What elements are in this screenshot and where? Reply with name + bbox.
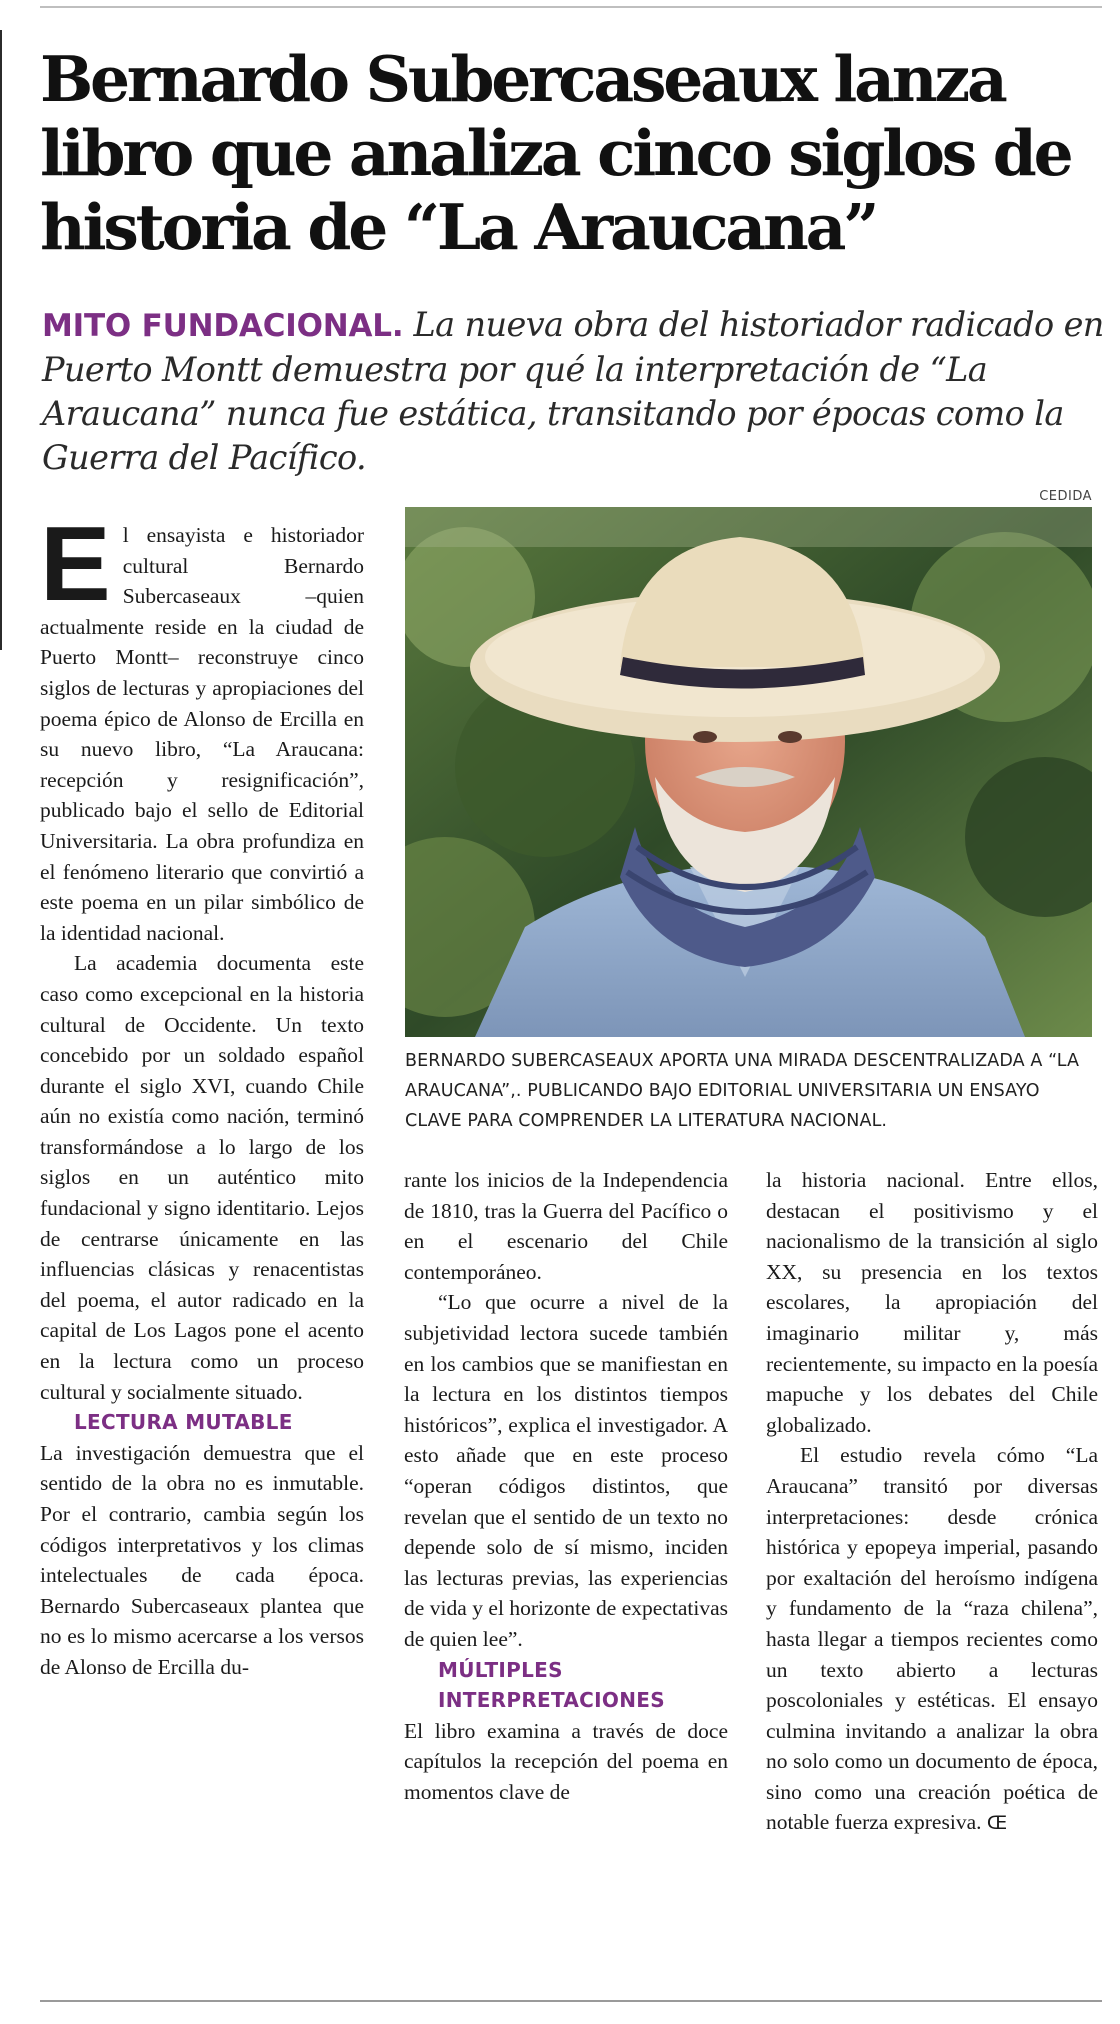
paragraph-3-part-1: La investigación demuestra que el sentido de la obra no es inmutable. Por el contrario, cambia según los códigos interpretativos y los climas intelectuales de cada época. Bernardo Subercaseaux plantea que no es lo mismo acercarse a los versos de Alonso de Ercilla du- bbox=[40, 1440, 364, 1679]
paragraph-2: La academia documenta este caso como excepcional en la historia cultural de Occidente. Un texto concebido por un soldado español durante el siglo XVI, cuando Chile aún no existía como nación, terminó transformándose a lo largo de los siglos en un auténtico mito fundacional y signo identitario. Lejos de centrarse únicamente en las influencias clásicas y renacentistas del poema, el autor radicado en la capital de Los Lagos pone el acento en la lectura como un proceso cultural y socialmente situado. bbox=[40, 951, 364, 1404]
subhead-lectura-mutable: LECTURA MUTABLE bbox=[74, 1410, 293, 1435]
left-margin-rule bbox=[0, 30, 2, 650]
photo-caption: BERNARDO SUBERCASEAUX APORTA UNA MIRADA DESCENTRALIZADA A “LA ARAUCANA”,. PUBLICANDO BAJO EDITORIAL UNIVERSITARIA UN ENSAYO CLAVE PARA COMPRENDER LA LITERATURA NACIONAL. bbox=[405, 1051, 1080, 1131]
bottom-rule bbox=[40, 2000, 1102, 2002]
paragraph-6 bbox=[766, 1440, 1098, 1839]
kicker: MITO FUNDACIONAL. bbox=[42, 308, 404, 344]
top-rule bbox=[40, 6, 1102, 8]
author-photo-illustration bbox=[405, 507, 1092, 1037]
paragraph-1-text: l ensayista e historiador cultural Bernardo Subercaseaux –quien actualmente reside en la ciudad de Puerto Montt– reconstruye cinco siglos de lecturas y apropiaciones del poema épico de Alonso de Ercilla en su nuevo libro, “La Araucana: recepción y resignificación”, publicado bajo el sello de Editorial Universitaria. La obra profundiza en el fenómeno literario que convirtió a este poema en un pilar simbólico de la identidad nacional. bbox=[40, 523, 364, 945]
article-column-2 bbox=[404, 1165, 728, 1807]
lede-text: La nueva obra del historiador radicado en Puerto Montt demuestra por qué la interpretación de “La Araucana” nunca fue estática, transitando por épocas como la Guerra del Pacífico. bbox=[42, 305, 1104, 477]
paragraph-4: “Lo que ocurre a nivel de la subjetividad lectora sucede también en los cambios que se manifiestan en la lectura en los distintos tiempos históricos”, explica el investigador. A esto añade que en este proceso “operan códigos distintos, que revelan que el sentido de un texto no depende solo de sí mismo, inciden las lecturas previas, las experiencias de vida y el horizonte de expectativas de quien lee”. bbox=[404, 1290, 728, 1651]
drop-cap: E bbox=[40, 505, 111, 623]
author-photo bbox=[405, 507, 1092, 1037]
subhead-multiples-line-1: MÚLTIPLES bbox=[438, 1657, 563, 1682]
subhead-multiples-line-2: INTERPRETACIONES bbox=[438, 1688, 665, 1713]
paragraph-6-text: El estudio revela cómo “La Araucana” transitó por diversas interpretaciones: desde crónica histórica y epopeya imperial, pasando por exaltación del heroísmo indígena y fundamento de la “raza chilena”, hasta llegar a tiempos recientes como un texto abierto a lecturas poscoloniales y estéticas. El ensayo culmina invitando a analizar la obra no solo como un documento de época, sino como una creación poética de notable fuerza expresiva. bbox=[766, 1443, 1098, 1835]
paragraph-3-part-2: rante los inicios de la Independencia de 1810, tras la Guerra del Pacífico o en el escenario del Chile contemporáneo. bbox=[404, 1168, 728, 1284]
lede bbox=[42, 303, 1104, 480]
headline: Bernardo Subercaseaux lanza libro que analiza cinco siglos de historia de “La Araucana” bbox=[40, 42, 1071, 264]
paragraph-1 bbox=[40, 505, 364, 948]
paragraph-5-part-2: la historia nacional. Entre ellos, destacan el positivismo y el nacionalismo de la transición al siglo XX, su presencia en los textos escolares, la apropiación del imaginario militar y, más recientemente, su impacto en la poesía mapuche y los debates del Chile globalizado. bbox=[766, 1168, 1098, 1437]
photo-credit: CEDIDA bbox=[1039, 489, 1092, 504]
end-mark: Œ bbox=[986, 1812, 1008, 1835]
article-column-3 bbox=[766, 1165, 1098, 1839]
article-column-1 bbox=[40, 505, 364, 1683]
paragraph-5-part-1: El libro examina a través de doce capítulos la recepción del poema en momentos clave de bbox=[404, 1718, 728, 1804]
